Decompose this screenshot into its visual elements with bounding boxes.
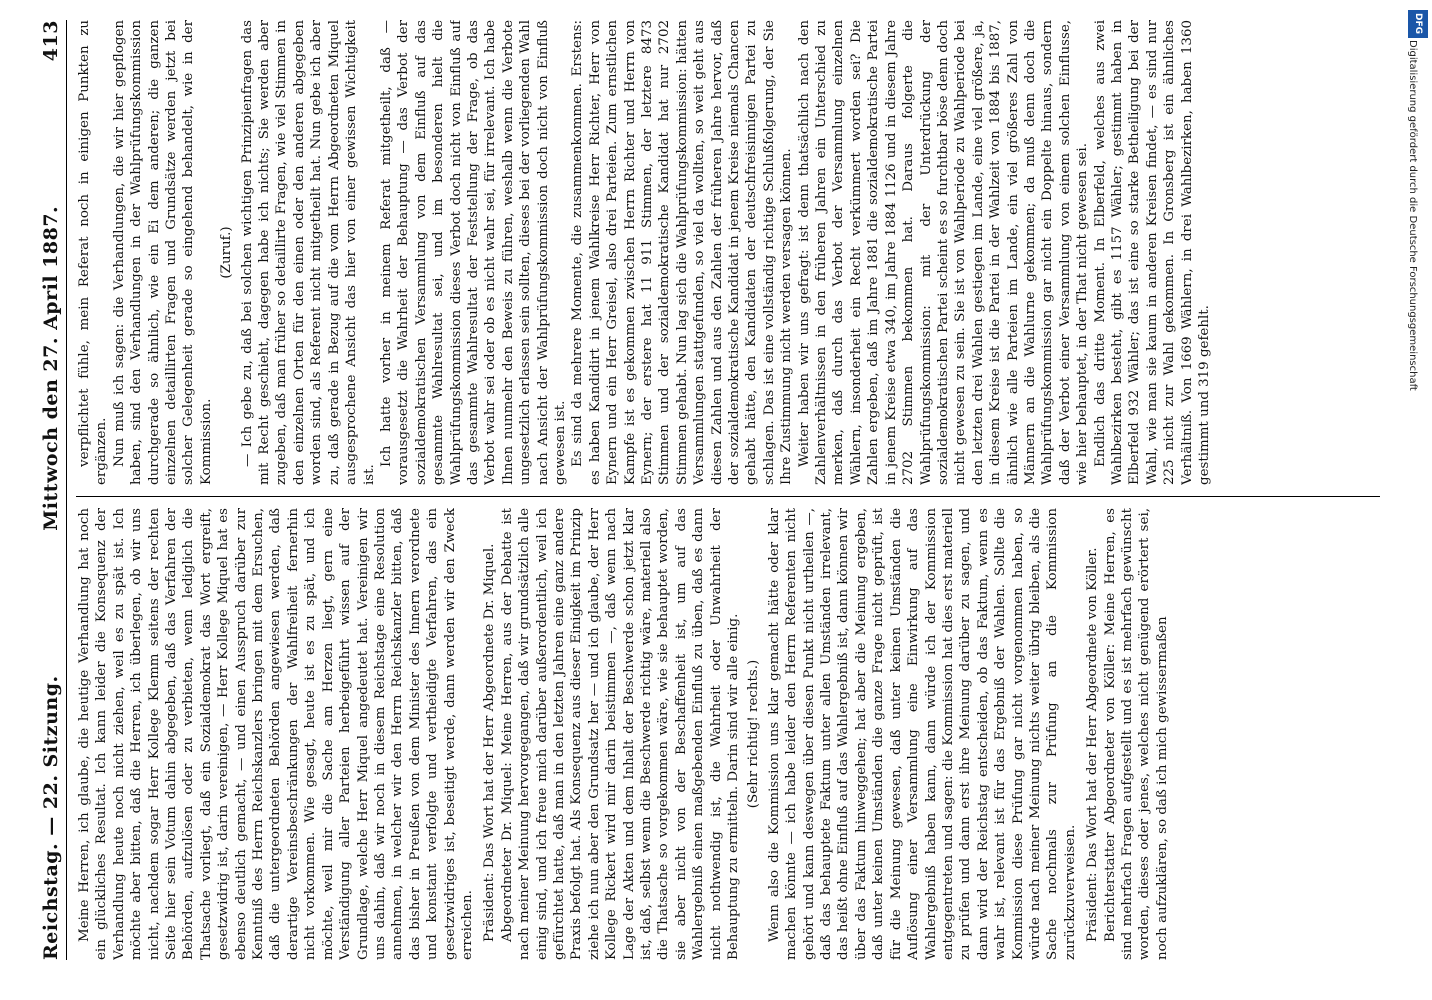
header-rule (66, 20, 67, 960)
paragraph: Abgeordneter Dr. Miquel: Meine Herren, aus der Debatte ist nach meiner Meinung hervorgegangen, daß wir grundsätzlich alle einig sind, und ich freue mich darüber außerordentlich, weil ich gefürchtet hatte, daß man in den letzten Jahren eine ganz andere Praxis befolgt hat. Als Konsequenz aus dieser Einigkeit im Prinzip ziehe ich nun aber den Grundsatz her — und ich glaube, der Herr Kollege Rickert wird mir darin beistimmen —, daß wenn nach Lage der Akten und dem Inhalt der Beschwerde schon jetzt klar ist, daß, selbst wenn die Beschwerde richtig wäre, materiell also die Thatsache so vorgekommen wäre, wie sie behauptet worden, sie aber nicht von der Beschaffenheit ist, um auf das Wahlergebniß einen maßgebenden Einfluß zu üben, daß es dann nicht nothwendig ist, die Wahrheit oder Unwahrheit der Behauptung zu ermitteln. Darin sind wir alle einig. (499, 508, 742, 960)
paragraph: — Ich gebe zu, daß bei solchen wichtigen Prinzipienfragen das mit Recht geschieht, dagegen habe ich nichts; Sie werden aber zugeben, daß man früher so detaillirte Fragen, wie viel Stimmen in den einzelnen Orten für den einen oder den anderen abgegeben worden sind, als Referent nicht mitgetheilt hat. Nun gebe ich aber zu, daß gerade in Bezug auf die vom Herrn Abgeordneten Miquel ausgesprochene Ansicht das hier von einer gewissen Wichtigkeit ist. (239, 20, 377, 485)
rotated-newspaper-page (20, 0, 1400, 990)
speaker-line: Präsident: Das Wort hat der Herr Abgeordnete von Köller. (1085, 547, 1101, 942)
digitization-note (1402, 40, 1428, 600)
speaker-line: Präsident: Das Wort hat der Herr Abgeordnete Dr. Miquel. (482, 543, 498, 942)
paragraph: Ich hatte vorher in meinem Referat mitgetheilt, daß — vorausgesetzt die Wahrheit der Behauptung — das Verbot der sozialdemokratischen Versammlung von dem Einfluß auf das gesammte Wahlresultat sei, und im besonderen hielt die Wahlprüfungskommission dieses Verbot doch nicht von Einfluß auf das gesammte Wahlresultat der Feststellung der Frage, ob das Verbot wahr sei oder ob es nicht wahr sei, für irrelevant. Ich habe Ihnen nunmehr den Beweis zu führen, weshalb wenn die Verbote ungesetzlich erlassen sein sollten, dieses bei der vorliegenden Wahl nach Ansicht der Wahlprüfungskommission doch nicht von Einfluß gewesen ist. (378, 20, 568, 485)
right-column (76, 20, 1386, 485)
column-divider (76, 496, 1380, 497)
interjection: (Zuruf.) (219, 226, 235, 279)
interjection: (Sehr richtig! rechts.) (746, 659, 762, 809)
header-date: Mittwoch den 27. April 1887. (40, 205, 62, 531)
paragraph: Es sind da mehrere Momente, die zusammenkommen. Erstens: es haben Kandidirt in jenem Wahlkreise Herr Richter, Herr von Eynern und ein Herr Greisel, also drei Parteien. Zum ernstlichen Kampfe ist es gekommen zwischen Herrn Richter und Herrn von Eynern; der erstere hat 11 911 Stimmen, der letztere 8473 Stimmen und der sozialdemokratische Kandidat hat nur 2702 Stimmen gehabt. Nun lag sich die Wahlprüfungskommission: hätten Versammlungen stattgefunden, so viel da wollten, so weit geht aus diesen Zahlen und aus den Zahlen der früheren Jahre hervor, daß der sozialdemokratische Kandidat in jenem Kreise niemals Chancen gehabt hätte, den Kandidaten der deutschfreisinnigen Partei zu schlagen. Das ist eine vollständig richtige Schlußfolgerung, der Sie Ihre Zustimmung nicht werden versagen können. (570, 20, 795, 485)
paragraph: Weiter haben wir uns gefragt: ist denn thatsächlich nach den Zahlenverhältnissen in den früheren Jahren ein Unterschied zu merken, daß durch das Verbot der Versammlung einzelnen Wählern, insonderheit ein Recht verkümmert worden sei? Die Zahlen ergeben, daß im Jahre 1881 die sozialdemokratische Partei in jenem Kreise etwa 340, im Jahre 1884 1126 und in diesem Jahre 2702 Stimmen bekommen hat. Daraus folgerte die Wahlprüfungskommission: mit der Unterdrückung der sozialdemokratischen Partei scheint es so furchtbar böse denn doch nicht gewesen zu sein. Sie ist von Wahlperiode zu Wahlperiode bei den letzten drei Wahlen gestiegen im Lande, eine viel größere, ja, in diesem Kreise ist die Partei in der Wahlzeit von 1884 bis 1887, ähnlich wie alle Parteien im Lande, ein viel größeres Zahl von Männern an die Wahlurne gekommen; da muß denn doch die Wahlprüfungskommission gar nicht ein Doppelte hinaus, sondern daß der Verbot einer Versammlung von einem solchen Einflusse, wie hier behauptet, in der That nicht gewesen sei. (796, 20, 1091, 485)
paragraph: verpflichtet fühle, mein Referat noch in einigen Punkten zu ergänzen. (77, 20, 110, 485)
paragraph: Wenn also die Kommission uns klar gemacht hätte oder klar machen könnte — ich habe leider den Herrn Referenten nicht gehört und kann deswegen über diesen Punkt nicht urtheilen —, daß das behauptete Faktum unter allen Umständen irrelevant, das heißt ohne Einfluß auf das Wahlergebniß ist, dann können wir über das Faktum hinweggehen; hat aber die Meinung ergeben, daß unter keinen Umständen die ganze Frage nicht geprüft, ist für die Meinung gewesen, daß unter keinen Umständen die Auflösung einer Versammlung eine Einwirkung auf das Wahlergebniß haben kann, dann würde ich der Kommission entgegentreten und sagen: die Kommission hat dies erst materiell zu prüfen und dann erst ihre Meinung darüber zu sagen, und dann wird der Reichstag entscheiden, ob das Faktum, wenn es wahr ist, relevant ist für das Ergebniß der Wahlen. Sollte die Kommission diese Prüfung gar nicht vorgenommen haben, so würde nach meiner Meinung nichts weiter übrig bleiben, als die Sache nochmals zur Prüfung an die Kommission zurückzuverweisen. (766, 508, 1078, 960)
dfg-logo-icon: DFG (1408, 10, 1428, 38)
page-header (38, 20, 64, 960)
page-number: 413 (40, 20, 62, 62)
paragraph: Meine Herren, ich glaube, die heutige Verhandlung hat noch ein glückliches Resultat. Ich kann leider die Konsequenz der Verhandlung heute noch nicht ziehen, weil es zu spät ist. Ich möchte aber bitten, daß die Herren, ich überlegen, ob wir uns nicht, nachdem sogar Herr Kollege Klemm seitens der rechten Seite hier sein Votum dahin abgegeben, daß das Verfahren der Behörden, aufzulösen oder zu verbieten, wenn lediglich die Thatsache vorliegt, daß ein Sozialdemokrat das Wort ergreift, gesetzwidrig ist, darin vereinigen, — Herr Kollege Miquel hat es ebenso deutlich gemacht, — und einen Ausspruch darüber zur Kenntniß des Herrn Reichskanzlers bringen mit dem Ersuchen, daß die untergeordneten Behörden angewiesen werden, daß derartige Vereinsbeschränkungen der Wahlfreiheit fernerhin nicht vorkommen. Wie gesagt, heute ist es zu spät, und ich möchte, weil mir die Sache am Herzen liegt, gern eine Verständigung aller Parteien herbeigeführt wissen auf der Grundlage, welche Herr Miquel angedeutet hat. Vereinigen wir uns dahin, daß wir noch in diesem Reichstage eine Resolution annehmen, in welcher wir den Herrn Reichskanzler bitten, daß das bisher in Preußen von dem Minister des Innern verordnete und konstant verfolgte und vertheidigte Verfahren, das ein gesetzwidriges ist, beseitigt werde, dann werden wir den Zweck erreichen. (77, 508, 475, 960)
paragraph: Nun muß ich sagen: die Verhandlungen, die wir hier gepflogen haben, sind den Verhandlungen in der Wahlprüfungskommission durchgerade so ähnlich, wie ein Ei dem anderen; die ganzen einzelnen detaillirten Fragen und Grundsätze werden jetzt bei solcher Gelegenheit gerade so eingehend behandelt, wie in der Kommission. (111, 20, 214, 485)
left-column (76, 508, 1386, 960)
paragraph: Berichterstatter Abgeordneter von Köller: Meine Herren, es sind mehrfach Fragen aufgestellt und es ist mehrfach gewünscht worden, dieses oder jenes, welches nicht genügend erörtert sei, noch aufzuklären, so daß ich mich gewissermaßen (1102, 508, 1170, 960)
paragraph: Endlich das dritte Moment. In Elberfeld, welches aus zwei Wahlbezirken besteht, gibt es 1157 Wähler; gestimmt haben in Elberfeld 932 Wähler; das ist eine so starke Betheiligung bei der Wahl, wie man sie kaum in anderen Kreisen findet, — es sind nur 225 nicht zur Wahl gekommen. In Gronsberg ist ein ähnliches Verhältniß. Von 1669 Wählern, in drei Wahlbezirken, haben 1360 gestimmt und 319 gefehlt. (1092, 20, 1212, 485)
header-session: Reichstag. — 22. Sitzung. (40, 675, 62, 960)
digitization-note-text: Digitalisierung gefördert durch die Deutsche Forschungsgemeinschaft (1407, 40, 1418, 391)
